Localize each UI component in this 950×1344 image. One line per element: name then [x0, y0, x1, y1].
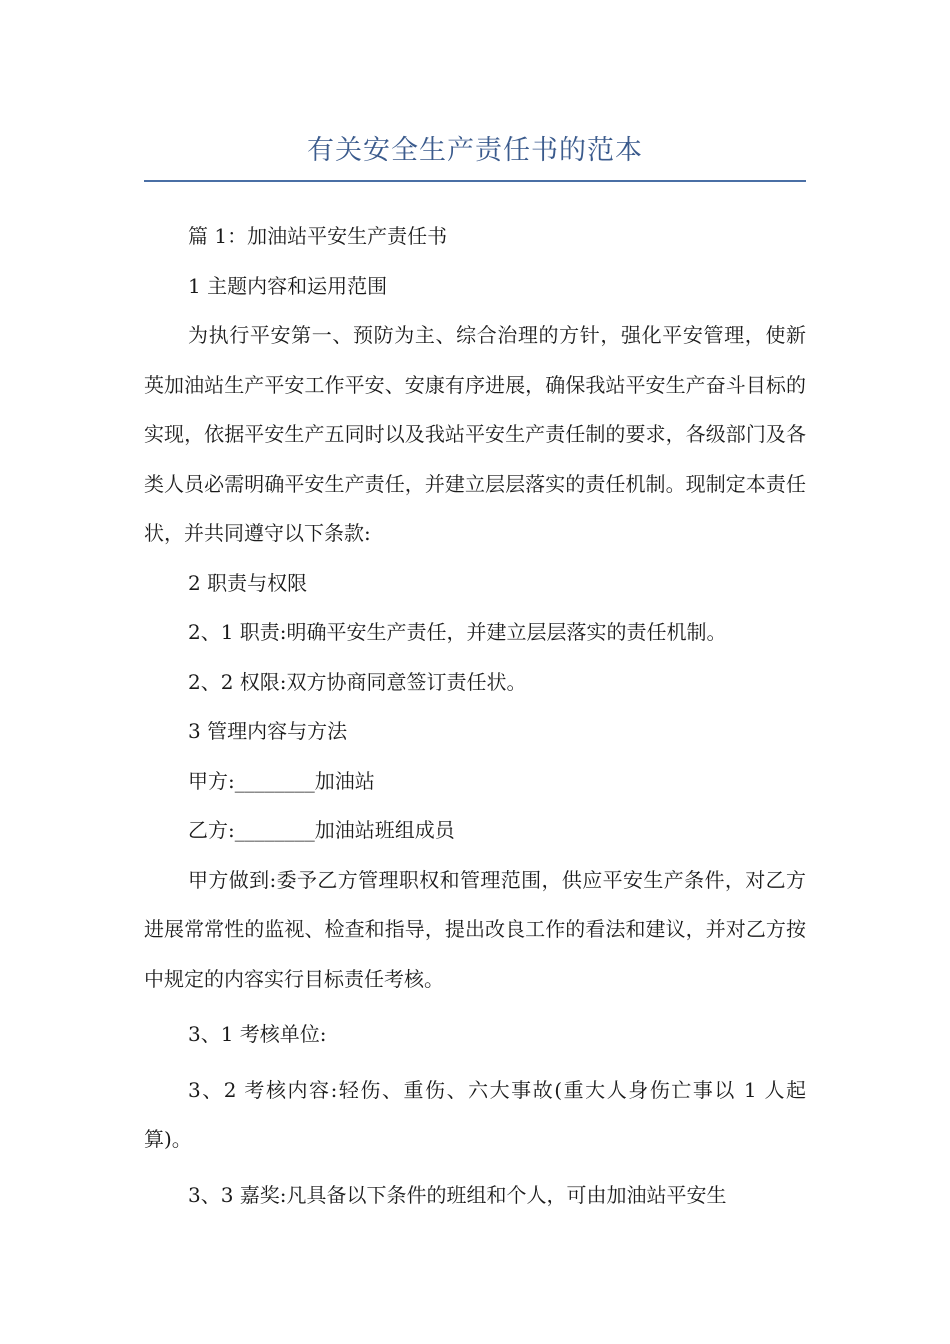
- body-paragraph: 2、2 权限:双方协商同意签订责任状。: [188, 669, 527, 694]
- title-divider: [144, 180, 806, 182]
- body-paragraph: 3、3 嘉奖:凡具备以下条件的班组和个人，可由加油站平安生: [188, 1182, 727, 1207]
- party-a-line: 甲方:________加油站: [188, 768, 375, 793]
- body-paragraph: 3、2 考核内容:轻伤、重伤、六大事故(重大人身伤亡事以 1 人起算)。: [144, 1077, 806, 1151]
- document-body: [144, 212, 806, 1220]
- party-b-line: 乙方:________加油站班组成员: [188, 818, 455, 842]
- section-heading: 2 职责与权限: [188, 570, 308, 595]
- section-heading: 篇 1：加油站平安生产责任书: [188, 224, 448, 248]
- body-paragraph: 2、1 职责:明确平安生产责任，并建立层层落实的责任机制。: [188, 620, 727, 644]
- section-heading: 3 管理内容与方法: [188, 719, 348, 743]
- body-paragraph: 为执行平安第一、预防为主、综合治理的方针，强化平安管理，使新英加油站生产平安工作平安、安康有序进展，确保我站平安生产奋斗目标的实现，依据平安生产五同时以及我站平安生产责任制的要求，各级部门及各类人员必需明确平安生产责任，并建立层层落实的责任机制。现制定本责任状，并共同遵守以下条款:: [144, 323, 806, 545]
- body-paragraph: 3、1 考核单位:: [188, 1022, 327, 1046]
- body-paragraph: 甲方做到:委予乙方管理职权和管理范围，供应平安生产条件，对乙方进展常常性的监视、检查和指导，提出改良工作的看法和建议，并对乙方按中规定的内容实行目标责任考核。: [144, 867, 806, 991]
- document-title: 有关安全生产责任书的范本: [307, 135, 643, 166]
- section-heading: 1 主题内容和运用范围: [188, 273, 388, 298]
